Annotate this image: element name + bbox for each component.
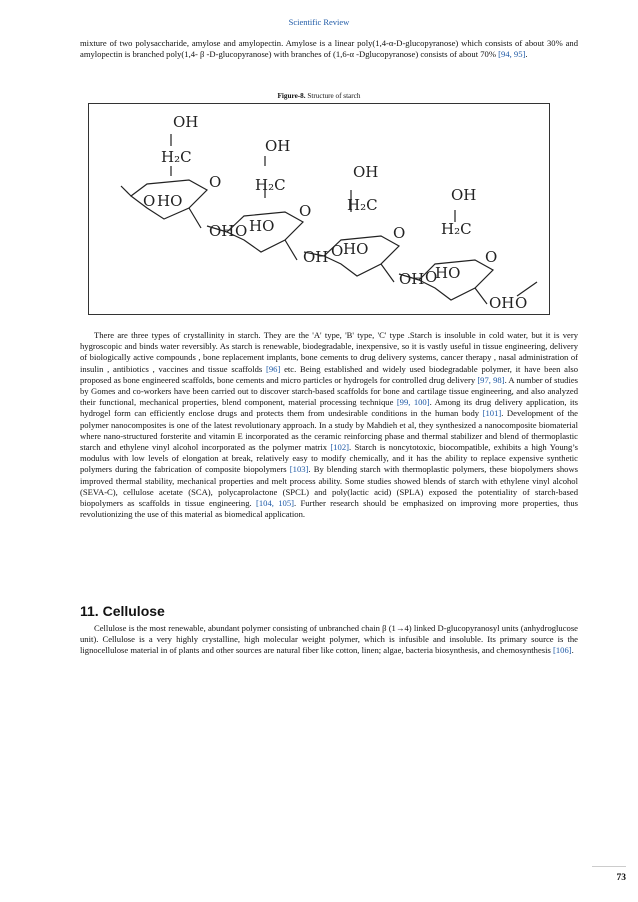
page-number: 73 (616, 873, 626, 883)
o-label: O (209, 173, 222, 191)
oh-label: OH (399, 270, 425, 288)
citation-link[interactable]: [94, 95] (498, 49, 526, 60)
paragraph-text: . Further research should be emphasized on improving more properties, thus revolutionizing the use of this material as biomedical application. (80, 498, 578, 520)
h2c-label: H₂C (255, 176, 286, 194)
paragraph-text: . By blending starch with thermoplastic polymers, these biopolymers shows improved thermal stability, mechanical properties and melt process ability. Some studies showed blends of starch with ethylene vinyl alcohol (SEVA-C), cellulose acetate (SCA), polycaprolactone (SPCL) and poly(lactic acid) (SPLA) exposed the potentiality of starch-based biopolymers as scaffolds in tissue engineering. (80, 464, 579, 509)
h2c-label: H₂C (441, 220, 472, 238)
paragraph-text: . Starch is noncytotoxic, biocompatible, exhibits a high Young’s modulus with low levels of elongation at break, relatively easy to modify chemically, and it has the ability to replace expensive synthetic polymers during the fabrication of composite biopolymers (80, 442, 578, 475)
citation-link[interactable]: [96] (265, 363, 281, 374)
o-label: O (235, 222, 248, 240)
citation-link[interactable]: [106] (553, 645, 572, 656)
intro-text: mixture of two polysaccharide, amylose and amylopectin. Amylose is a linear poly(1,4-α-D-glucopyranose) which consists of about 30% and amylopectin is branched poly(1,4- β -D-glucopyranose) with branches of (1,6-α -Dglucopyranose) consists of about 70% (80, 38, 578, 60)
ho-label: HO (435, 264, 461, 282)
oh-label: OH (303, 248, 329, 266)
oh-label: OH (265, 137, 291, 155)
figure-caption (0, 92, 638, 100)
citation-link[interactable]: [102] (330, 442, 349, 453)
intro-paragraph (80, 38, 578, 60)
o-label: O (299, 202, 312, 220)
paragraph-text: etc. Being established and widely used biodegradable polymer, it have been also proposed as bone engineered scaffolds, bone cements and micro particles or hydrogels for controlled drug delivery (80, 363, 578, 385)
o-label: O (425, 268, 438, 286)
starch-paragraph (80, 330, 578, 520)
citation-link[interactable]: [104, 105] (256, 498, 295, 509)
oh-label: OH (451, 186, 477, 204)
ho-label: HO (343, 240, 369, 258)
oh-label: OH (173, 113, 199, 131)
o-label: O (485, 248, 498, 266)
citation-link[interactable]: [97, 98] (477, 374, 505, 385)
ho-label: HO (249, 217, 275, 235)
citation-link[interactable]: [99, 100] (396, 397, 430, 408)
paragraph-text: . Development of the polymer nanocomposites is one of the latest revolutionary approach. In a study by Mahdieh et al, they synthesized a nanocomposite biomaterial where nano-structured forsterite and vitamin E incorporated as the ceramic reinforcing phase and thermal stabilizer and blend of thermoplastic starch and ethylene vinyl alcohol incorporated as the polymer matrix (80, 408, 578, 453)
footer-divider (592, 866, 626, 867)
h2c-label: H₂C (347, 196, 378, 214)
figure-caption-text: Structure of starch (305, 92, 361, 100)
o-label: O (515, 294, 528, 312)
citation-link[interactable]: [101] (482, 408, 502, 419)
o-label: O (331, 242, 344, 260)
paragraph-text: . A number of studies by Gomes and co-workers have been carried out to discover starch-based scaffolds for bone and cartilage tissue engineering, and also analyzed their functional, mechanical properties, blend component, material processing technique (80, 374, 578, 408)
citation-link[interactable]: [103] (289, 464, 309, 475)
o-label: O (143, 192, 156, 210)
oh-label: OH (209, 222, 235, 240)
cellulose-paragraph (80, 623, 578, 657)
section-heading: 11. Cellulose (80, 603, 165, 619)
journal-header: Scientific Review (288, 17, 350, 27)
oh-label: OH (489, 294, 515, 312)
intro-text-end: . (525, 49, 528, 60)
h2c-label: H₂C (161, 148, 192, 166)
starch-structure-diagram (89, 104, 549, 314)
paragraph-text: There are three types of crystallinity in starch. They are the 'A' type, 'B' type, 'C' type .Starch is insoluble in cold water, but it is very hygroscopic and binds water reversibly. As starch is renewable, biodegradable, inexpensive, so it is vastly useful in tissue engineering, delivery of biologically active compounds , bone replacement implants, bone cements to drug delivery systems, cancer therapy , nasal administration of insulin , antibiotics , vaccines and tissue scaffolds (80, 330, 578, 374)
o-label: O (393, 224, 406, 242)
figure-caption-label: Figure-8. (277, 92, 306, 100)
paragraph-text: . (571, 645, 574, 656)
paragraph-text: Cellulose is the most renewable, abundant polymer consisting of unbranched chain β (1→4) linked D-glucopyranosyl units (anhydroglucose unit). Cellulose is a very highly crystalline, high molecular weight polymer, which is infusible and insoluble. Its primary source is the lignocellulose material in of plants and other sources are natural fiber like cotton, linen; algae, bacteria biosynthesis, and chemosynthesis (80, 623, 578, 656)
ho-label: HO (157, 192, 183, 210)
oh-label: OH (353, 163, 379, 181)
paragraph-text: . Among its drug delivery application, its hydrogel form can efficiently enclose drugs and protects them from undesirable conditions in the human body (80, 397, 578, 419)
starch-structure-figure (88, 103, 550, 315)
